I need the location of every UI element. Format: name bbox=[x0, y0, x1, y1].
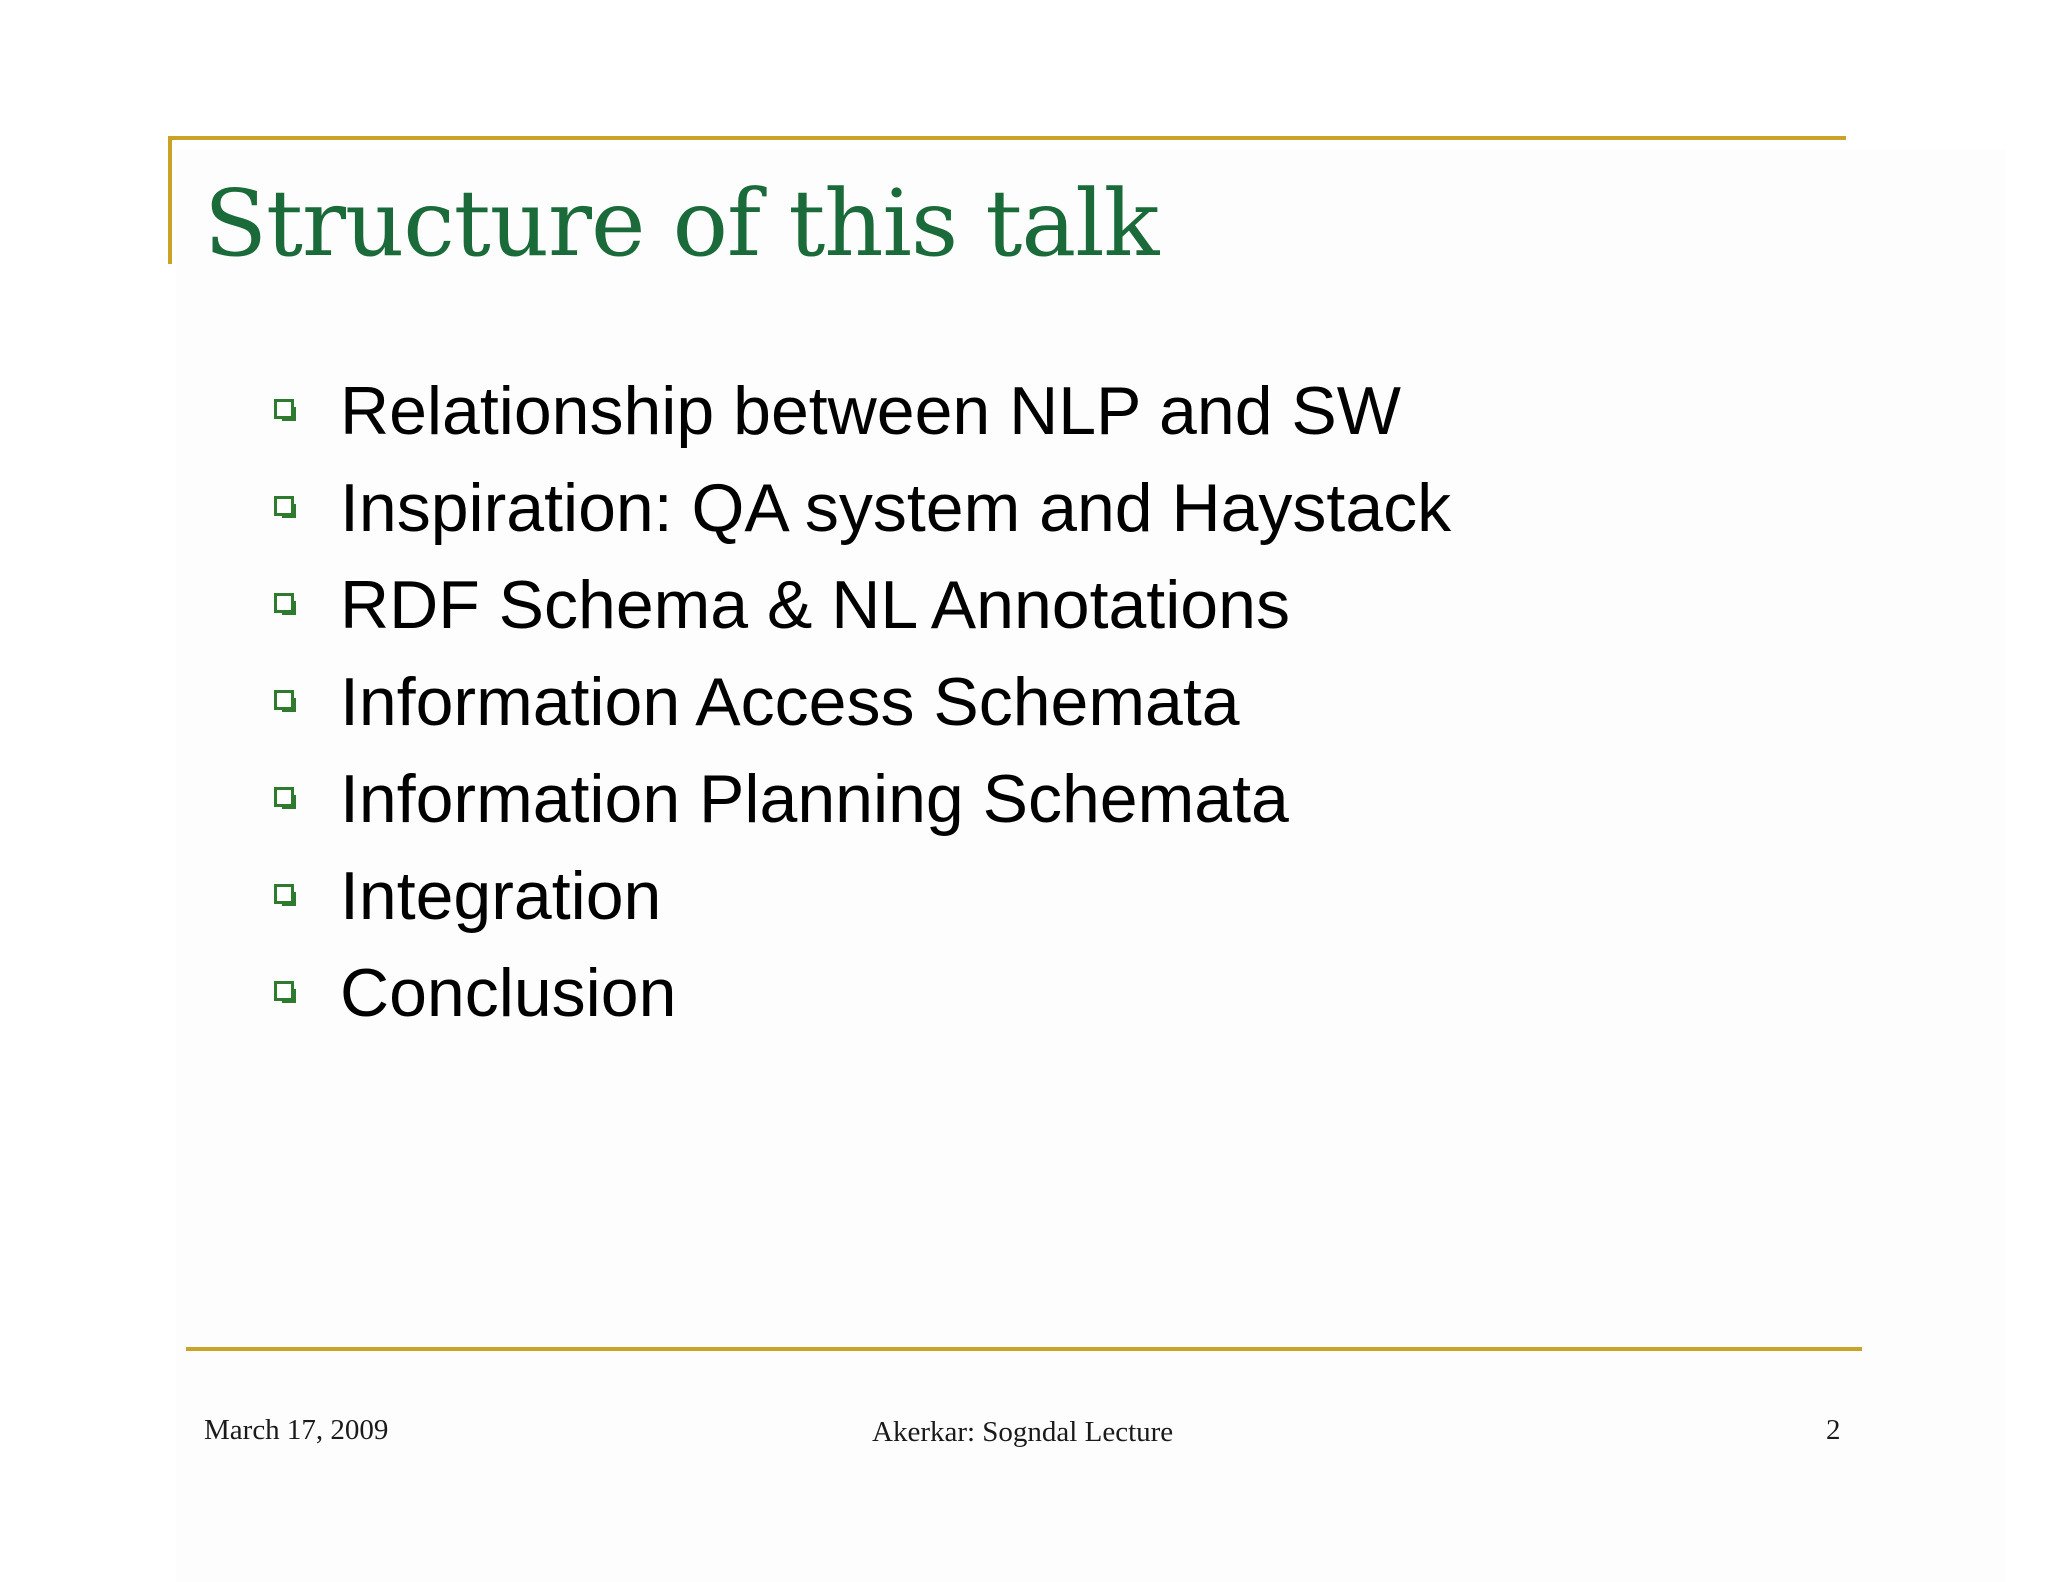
square-bullet-icon bbox=[274, 981, 298, 1005]
page-number: 2 bbox=[1826, 1414, 1841, 1446]
bullet-item bbox=[274, 556, 1451, 653]
bullet-list bbox=[274, 362, 1451, 1041]
bullet-text: Integration bbox=[340, 857, 662, 934]
square-bullet-icon bbox=[274, 787, 298, 811]
square-bullet-icon bbox=[274, 884, 298, 908]
bullet-text: Inspiration: QA system and Haystack bbox=[340, 469, 1452, 546]
square-bullet-icon bbox=[274, 690, 298, 714]
bullet-item bbox=[274, 653, 1451, 750]
bullet-item bbox=[274, 362, 1451, 459]
bullet-text: Information Planning Schemata bbox=[340, 760, 1289, 837]
bullet-item bbox=[274, 847, 1451, 944]
slide-title: Structure of this talk bbox=[204, 170, 1159, 277]
bullet-item bbox=[274, 944, 1451, 1041]
bullet-item bbox=[274, 459, 1451, 556]
bullet-text: Relationship between NLP and SW bbox=[340, 372, 1401, 449]
square-bullet-icon bbox=[274, 496, 298, 520]
bullet-text: RDF Schema & NL Annotations bbox=[340, 566, 1290, 643]
square-bullet-icon bbox=[274, 593, 298, 617]
bullet-text: Information Access Schemata bbox=[340, 663, 1240, 740]
bullet-text: Conclusion bbox=[340, 954, 677, 1031]
square-bullet-icon bbox=[274, 399, 298, 423]
footer-date: March 17, 2009 bbox=[204, 1414, 389, 1446]
bullet-item bbox=[274, 750, 1451, 847]
footer-title: Akerkar: Sogndal Lecture bbox=[872, 1416, 1174, 1448]
footer-rule bbox=[186, 1347, 1862, 1351]
title-left-rule bbox=[168, 136, 172, 264]
title-top-rule bbox=[168, 136, 1846, 140]
